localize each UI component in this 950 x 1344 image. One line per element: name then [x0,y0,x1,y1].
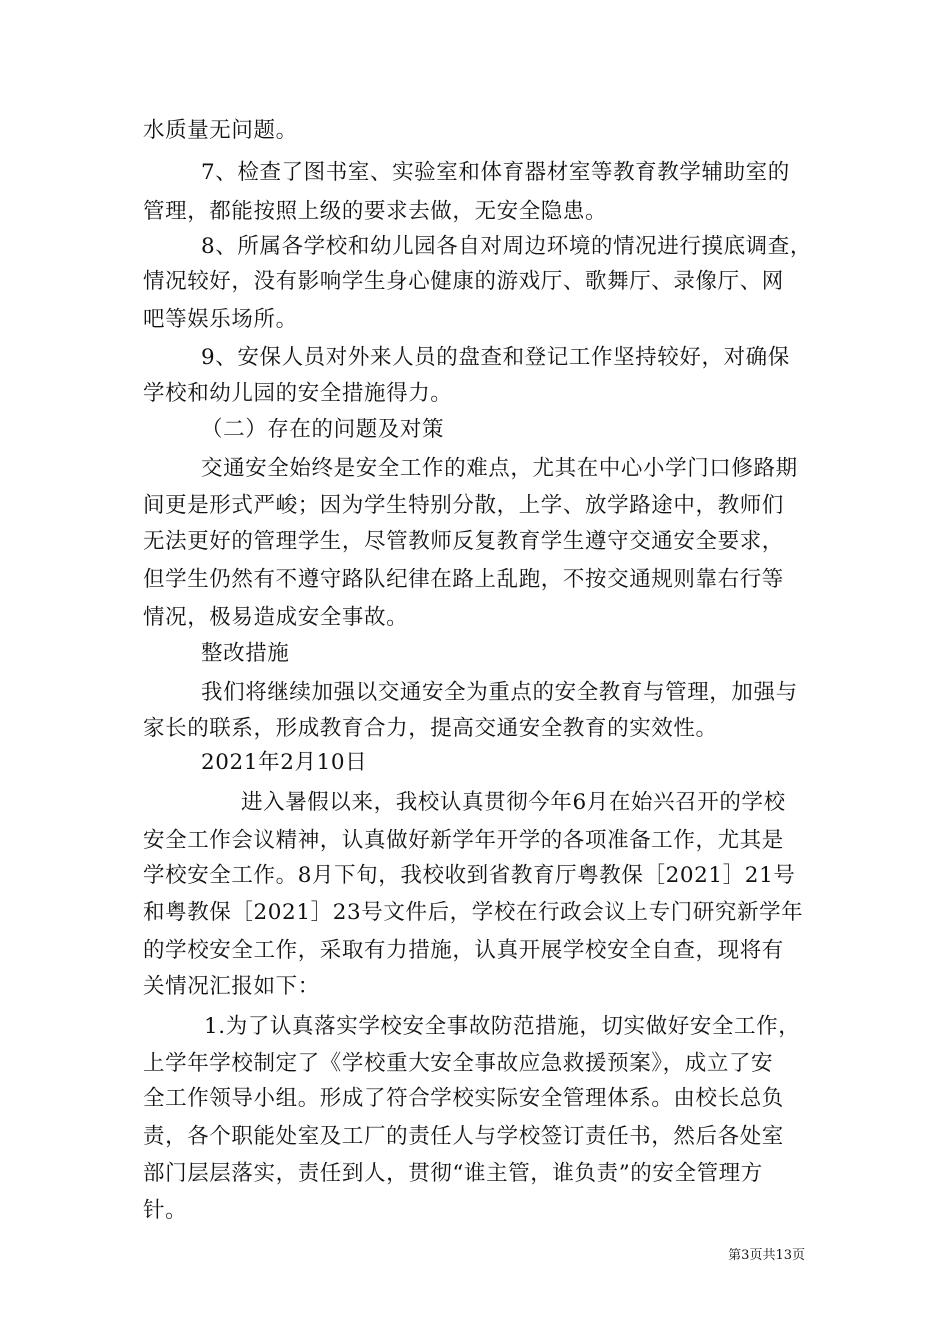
date-line: 2021年2月10日 [201,750,368,775]
body-text-line: 9、安保人员对外来人员的盘查和登记工作坚持较好，对确保 [201,345,790,370]
body-text-line: 部门层层落实，责任到人，贯彻“谁主管，谁负责”的安全管理方 [143,1161,763,1186]
body-text-line: 交通安全始终是安全工作的难点，尤其在中心小学门口修路期 [201,456,798,481]
body-text-line: 的学校安全工作，采取有力措施，认真开展学校安全自查，现将有 [143,938,784,963]
body-text-line: 我们将继续加强以交通安全为重点的安全教育与管理，加强与 [201,680,798,705]
body-text-line: 家长的联系，形成教育合力，提高交通安全教育的实效性。 [143,716,718,741]
body-text-line: 管理，都能按照上级的要求去做，无安全隐患。 [143,199,608,224]
body-text-line: 全工作领导小组。形成了符合学校实际安全管理体系。由校长总负 [143,1086,784,1111]
body-text-line: 情况较好，没有影响学生身心健康的游戏厅、歌舞厅、录像厅、网 [143,269,784,294]
body-text-line: 无法更好的管理学生，尽管教师反复教育学生遵守交通安全要求， [143,529,784,554]
body-text-line: 间更是形式严峻；因为学生特别分散，上学、放学路途中，教师们 [143,493,784,518]
body-text-line: 情况，极易造成安全事故。 [143,605,409,630]
body-text-line: 针。 [143,1198,188,1223]
body-text-line: 安全工作会议精神，认真做好新学年开学的各项准备工作，尤其是 [143,828,784,853]
body-text-line: 和粤教保［2021］23号文件后，学校在行政会议上专门研究新学年 [143,900,804,925]
body-text-line: 吧等娱乐场所。 [143,307,298,332]
body-text-line: 但学生仍然有不遵守路队纪律在路上乱跑，不按交通规则靠右行等 [143,567,784,592]
body-text-line: 学校安全工作。8月下旬，我校收到省教育厅粤教保［2021］21号 [143,863,796,888]
body-text-line: 7、检查了图书室、实验室和体育器材室等教育教学辅助室的 [201,160,790,185]
section-heading: （二）存在的问题及对策 [201,417,445,442]
section-heading: 整改措施 [201,641,290,666]
body-text-line: 上学年学校制定了《学校重大安全事故应急救援预案》，成立了安 [143,1051,774,1076]
page-number: 第3页共13页 [728,1248,805,1263]
body-text-line: 水质量无问题。 [143,118,298,143]
body-text-line: 1.为了认真落实学校安全事故防范措施，切实做好安全工作， [204,1014,801,1039]
body-text-line: 8、所属各学校和幼儿园各自对周边环境的情况进行摸底调查， [201,234,812,259]
body-text-line: 进入暑假以来，我校认真贯彻今年6月在始兴召开的学校 [241,790,786,815]
body-text-line: 关情况汇报如下： [143,974,320,999]
body-text-line: 学校和幼儿园的安全措施得力。 [143,381,453,406]
body-text-line: 责，各个职能处室及工厂的责任人与学校签订责任书，然后各处室 [143,1124,784,1149]
